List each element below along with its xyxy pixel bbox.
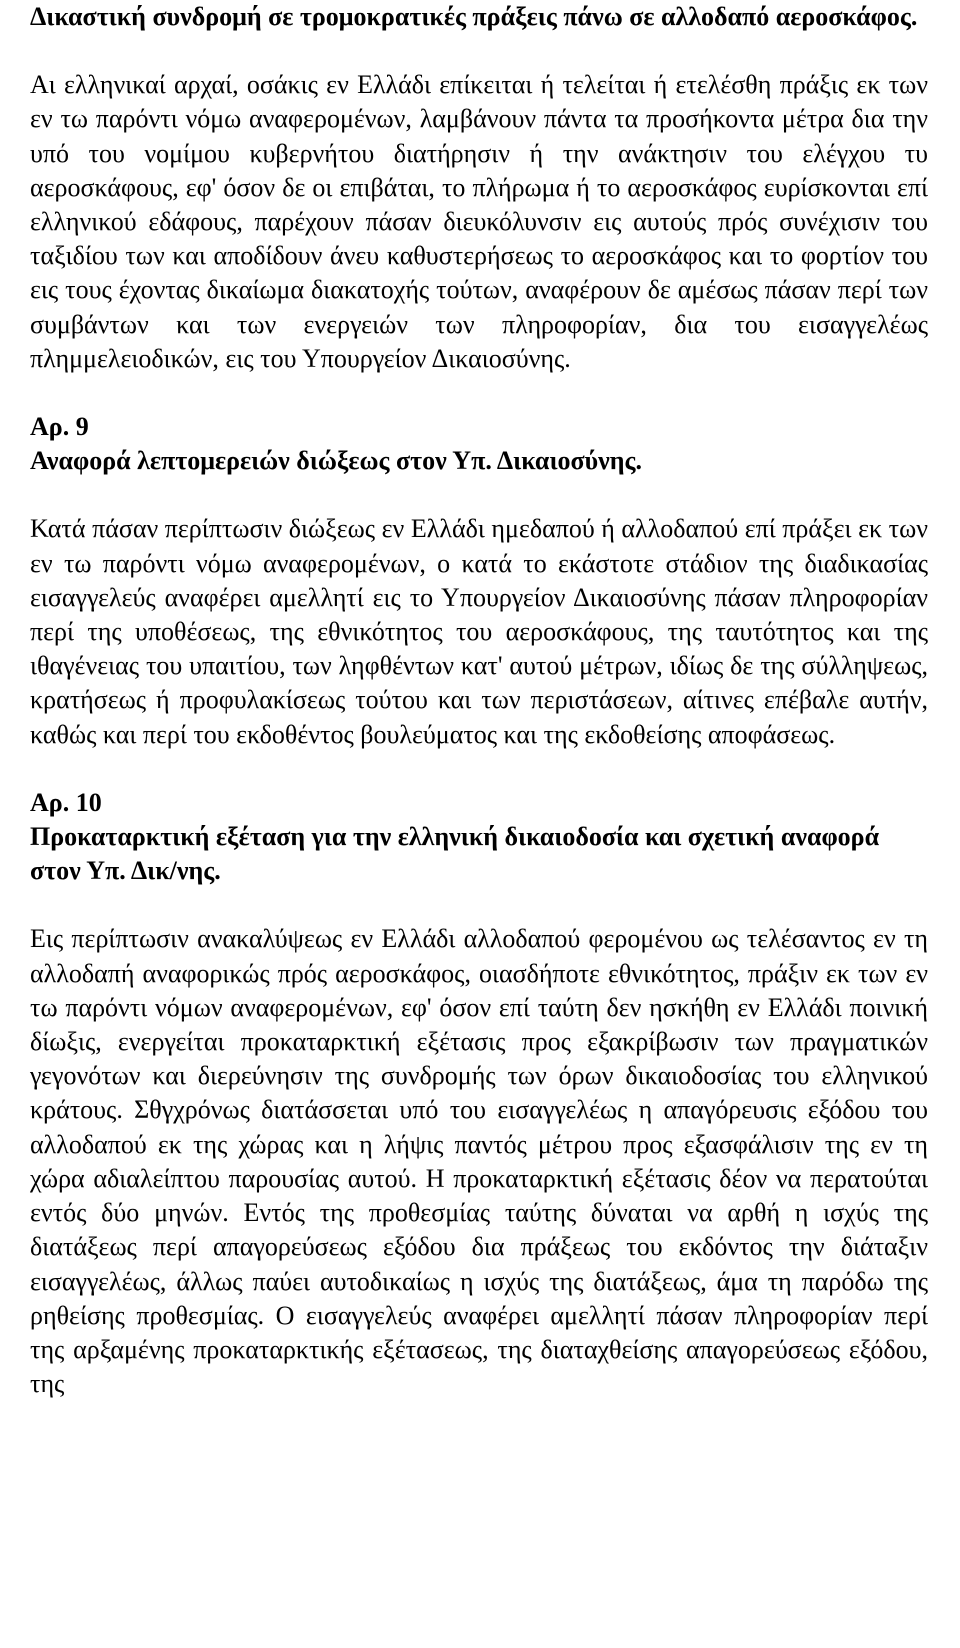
spacer [30, 888, 928, 922]
article-number: Αρ. 10 [30, 787, 102, 817]
article-9-paragraph: Κατά πάσαν περίπτωσιν διώξεως εν Ελλάδι ημεδαπού ή αλλοδαπού επί πράξει εκ των εν τω παρόντι νόμω αναφερομένων, ο κατά το εκάστοτε στάδιον της διαδικασίας εισαγγελεύς αναφέρει αμελλητί εις το Υπουργείον Δικαιοσύνης πάσαν πληροφορίαν περί της υποθέσεως, της εθνικότητος του αεροσκάφους, της ταυτότητος και της ιθαγένειας του υπαιτίου, των ληφθέντων κατ' αυτού μέτρων, ιδίως δε της σύλληψεως, κρατήσεως ή προφυλακίσεως τούτου και των περιστάσεων, αίτινες επέβαλε αυτήν, καθώς και περί του εκδοθέντος βουλεύματος και της εκδοθείσης αποφάσεως. [30, 514, 928, 749]
article-title: Προκαταρκτική εξέταση για την ελληνική δικαιοδοσία και σχετική αναφορά στον Υπ. Δικ/νης. [30, 822, 880, 886]
article-title: Αναφορά λεπτομερειών διώξεως στον Υπ. Δικαιοσύνης. [30, 446, 642, 476]
article-9-heading [30, 410, 928, 478]
article-10-paragraph: Εις περίπτωσιν ανακαλύψεως εν Ελλάδι αλλοδαπού φερομένου ως τελέσαντος εν τη αλλοδαπή αναφορικώς πρός αεροσκάφος, οιασδήποτε εθνικότητος, πράξιν εκ των εν τω παρόντι νόμων αναφερομένων, εφ' όσον επί ταύτη δεν ησκήθη εν Ελλάδι ποινική δίωξις, ενεργείται προκαταρκτική εξέτασις προς εξακρίβωσιν των πραγματικών γεγονότων και διερεύνησιν της συνδρομής των όρων δικαιοδοσίας του ελληνικού κράτους. Σθγχρόνως διατάσσεται υπό του εισαγγελέως η απαγόρευσις εξόδου του αλλοδαπού εκ της χώρας και η λήψις παντός μέτρου προς εξασφάλισιν της εν τη χώρα αδιαλείπτου παρουσίας αυτού. Η προκαταρκτική εξέτασις δέον να περατούται εντός δύο μηνών. Εντός της προθεσμίας ταύτης δύναται να αρθή η ισχύς της διατάξεως περί απαγορεύσεως εξόδου δια πράξεως του εκδόντος την διάταξιν εισαγγελέως, άλλως παύει αυτοδικαίως η ισχύς της διατάξεως, άμα τη παρόδω της ρηθείσης προθεσμίας. Ο εισαγγελεύς αναφέρει αμελλητί πάσαν πληροφορίαν περί της αρξαμένης προκαταρκτικής εξέτασεως, της διαταχθείσης απαγορεύσεως εξόδου, της [30, 924, 928, 1399]
spacer [30, 34, 928, 68]
spacer [30, 478, 928, 512]
article-number: Αρ. 9 [30, 412, 89, 442]
intro-paragraph: Αι ελληνικαί αρχαί, οσάκις εν Ελλάδι επίκειται ή τελείται ή ετελέσθη πράξις εκ των εν τω παρόντι νόμω αναφερομένων, λαμβάνουν πάντα τα προσήκοντα μέτρα δια την υπό του νομίμου κυβερνήτου διατήρησιν ή την ανάκτησιν του ελέγχου τυ αεροσκάφους, εφ' όσον δε οι επιβάται, το πλήρωμα ή το αεροσκάφος ευρίσκονται επί ελληνικού εδάφους, παρέχουν πάσαν διευκόλυνσιν εις αυτούς πρός συνέχισιν του ταξιδίου των και αποδίδουν άνευ καθυστερήσεως το αεροσκάφος και το φορτίον του εις τους έχοντας δικαίωμα διακατοχής τούτων, αναφέρουν δε αμέσως πάσαν περί των συμβάντων και των ενεργειών των πληροφορίαν, δια του εισαγγελέως πλημμελειοδικών, εις του Υπουργείον Δικαιοσύνης. [30, 70, 928, 373]
spacer [30, 376, 928, 410]
spacer [30, 752, 928, 786]
intro-heading: Δικαστική συνδρομή σε τρομοκρατικές πράξεις πάνω σε αλλοδαπό αεροσκάφος. [30, 2, 918, 31]
article-10-heading [30, 786, 928, 889]
